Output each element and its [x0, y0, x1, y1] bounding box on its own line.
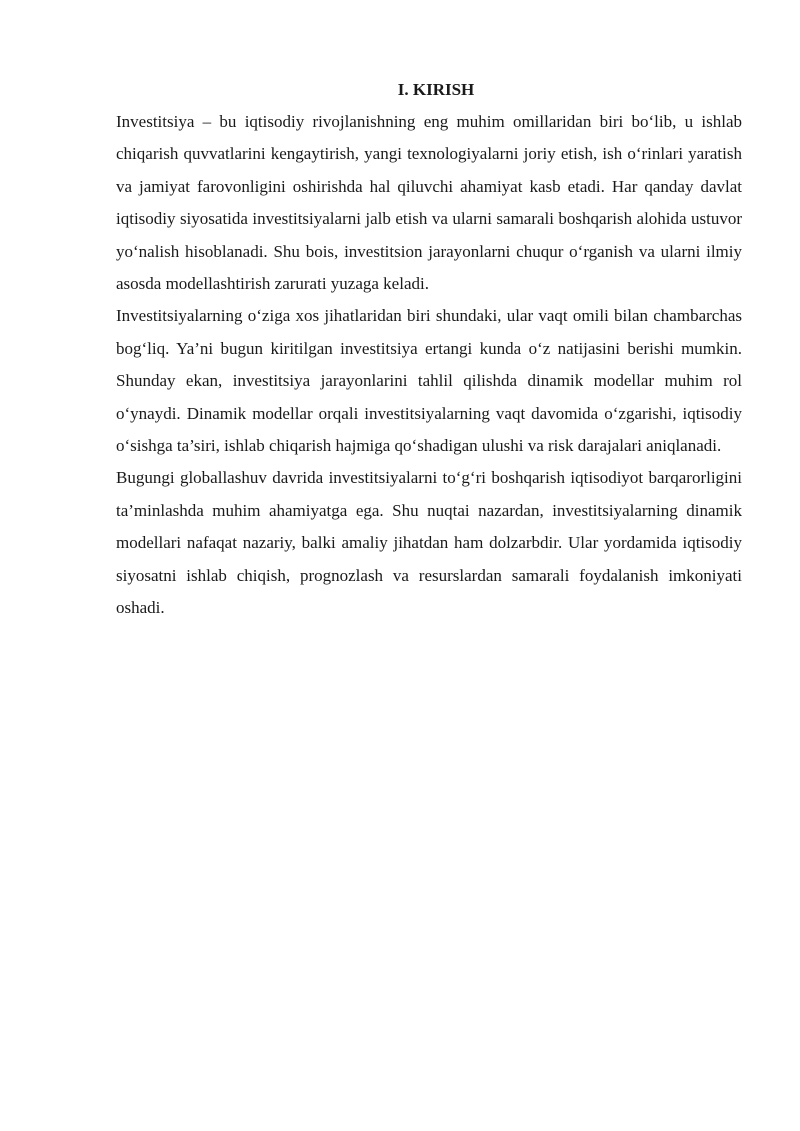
section-heading: I. KIRISH	[397, 80, 475, 99]
document-body	[116, 74, 742, 625]
paragraph-3: Bugungi globallashuv davrida investitsiyalarni to‘g‘ri boshqarish iqtisodiyot barqarorligini ta’minlashda muhim ahamiyatga ega. Shu nuqtai nazardan, investitsiyalarning dinamik modellari nafaqat nazariy, balki amaliy jihatdan ham dolzarbdir. Ular yordamida iqtisodiy siyosatni ishlab chiqish, prognozlash va resurslardan samarali foydalanish imkoniyati oshadi.	[116, 468, 742, 618]
paragraph-2: Investitsiyalarning o‘ziga xos jihatlaridan biri shundaki, ular vaqt omili bilan chambarchas bog‘liq. Ya’ni bugun kiritilgan investitsiya ertangi kunda o‘z natijasini berishi mumkin. Shunday ekan, investitsiya jarayonlarini tahlil qilishda dinamik modellar muhim rol o‘ynaydi. Dinamik modellar orqali investitsiyalarning vaqt davomida o‘zgarishi, iqtisodiy o‘sishga ta’siri, ishlab chiqarish hajmiga qo‘shadigan ulushi va risk darajalari aniqlanadi.	[116, 306, 742, 456]
paragraph-1: Investitsiya – bu iqtisodiy rivojlanishning eng muhim omillaridan biri bo‘lib, u ishlab chiqarish quvvatlarini kengaytirish, yangi texnologiyalarni joriy etish, ish o‘rinlari yaratish va jamiyat farovonligini oshirishda hal qiluvchi ahamiyat kasb etadi. Har qanday davlat iqtisodiy siyosatida investitsiyalarni jalb etish va ularni samarali boshqarish alohida ustuvor yo‘nalish hisoblanadi. Shu bois, investitsion jarayonlarni chuqur o‘rganish va ularni ilmiy asosda modellashtirish zarurati yuzaga keladi.	[116, 112, 742, 294]
